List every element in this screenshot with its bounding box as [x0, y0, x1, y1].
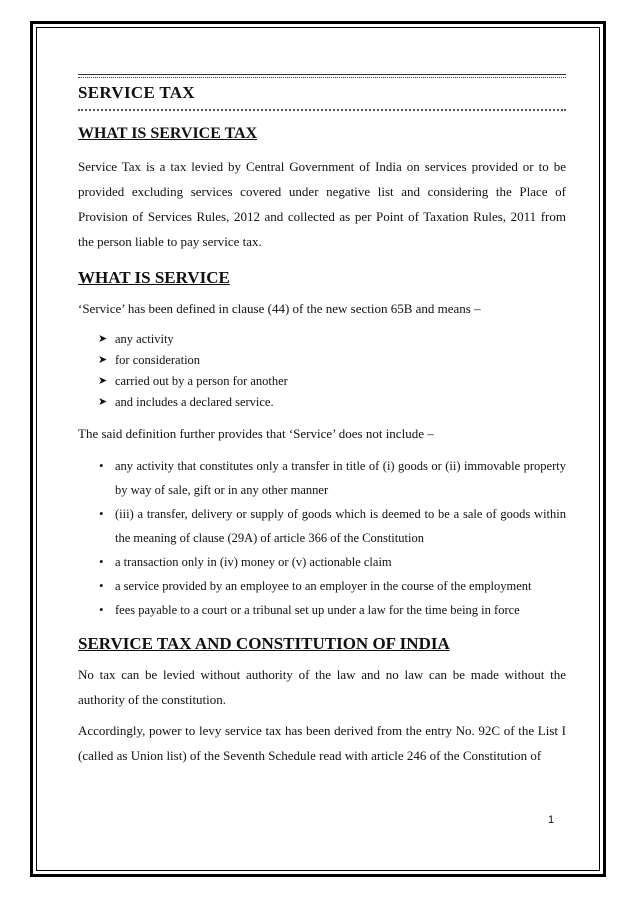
title-rule-bottom — [78, 109, 566, 111]
bullet-dot-icon: • — [99, 506, 104, 521]
section-heading-what-is-service-tax: WHAT IS SERVICE TAX — [78, 125, 258, 142]
title-rule-top — [78, 74, 566, 78]
paragraph-constitution-authority: No tax can be levied without authority of the law and no law can be made without the authority of the constitution. — [78, 667, 566, 707]
list-item: • (iii) a transfer, delivery or supply of goods which is deemed to be a sale of goods within the meaning of clause (29A) of article 366 of the Constitution — [78, 502, 566, 550]
section-heading-what-is-service: WHAT IS SERVICE — [78, 268, 230, 287]
list-item: • a service provided by an employee to an employer in the course of the employment — [78, 574, 566, 598]
paragraph-exclusion-intro: The said definition further provides that ‘Service’ does not include – — [78, 426, 434, 441]
paragraph-service-tax-definition: Service Tax is a tax levied by Central Government of India on services provided or to be provided excluding services covered under negative list and considering the Place of Provision of Services Rules, 2012 and collected as per Point of Taxation Rules, 2011 from the person liable to pay service tax. — [78, 159, 566, 249]
arrow-bullet-icon: ➤ — [98, 396, 108, 408]
paragraph-service-intro: ‘Service’ has been defined in clause (44) of the new section 65B and means – — [78, 301, 481, 316]
arrow-bullet-icon: ➤ — [98, 333, 108, 345]
list-item: ➤ any activity — [78, 329, 566, 350]
arrow-bullet-icon: ➤ — [98, 354, 108, 366]
list-item: ➤ for consideration — [78, 350, 566, 371]
section-heading-service-tax-and-constitution: SERVICE TAX AND CONSTITUTION OF INDIA — [78, 634, 450, 653]
bullet-dot-icon: • — [99, 602, 104, 617]
paragraph-constitution-power: Accordingly, power to levy service tax has been derived from the entry No. 92C of the List I (called as Union list) of the Seventh Schedule read with article 246 of the Constitution of — [78, 723, 566, 763]
arrow-bullet-icon: ➤ — [98, 375, 108, 387]
list-item: • any activity that constitutes only a transfer in title of (i) goods or (ii) immovable property by way of sale, gift or in any other manner — [78, 454, 566, 502]
page-number: 1 — [548, 814, 555, 826]
page-title: SERVICE TAX — [78, 83, 195, 102]
document-body — [78, 74, 566, 768]
service-excludes-list — [78, 454, 566, 622]
service-includes-list — [78, 329, 566, 413]
list-item: • fees payable to a court or a tribunal set up under a law for the time being in force — [78, 598, 566, 622]
list-item: ➤ and includes a declared service. — [78, 392, 566, 413]
list-item: ➤ carried out by a person for another — [78, 371, 566, 392]
list-item: • a transaction only in (iv) money or (v) actionable claim — [78, 550, 566, 574]
bullet-dot-icon: • — [99, 458, 104, 473]
bullet-dot-icon: • — [99, 554, 104, 569]
bullet-dot-icon: • — [99, 578, 104, 593]
